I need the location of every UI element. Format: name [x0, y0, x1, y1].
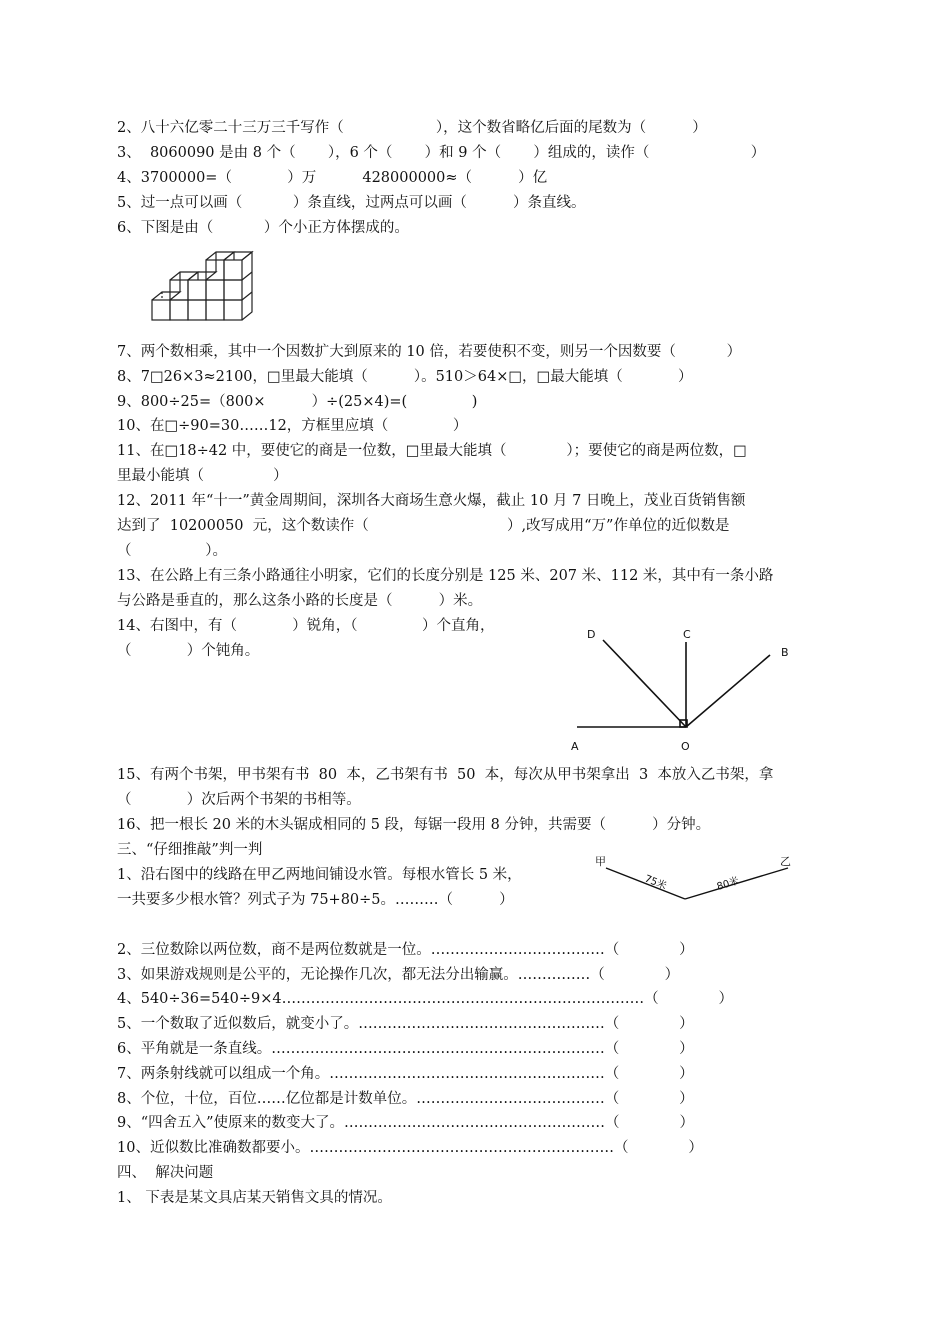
q2-fill-line: 2、八十六亿零二十三万三千写作（ ），这个数省略亿后面的尾数为（ ） — [117, 120, 707, 136]
judge-1-line-cont: 一共要多少根水管？列式子为 75+80÷5。………（ ） — [117, 892, 514, 908]
q14-fill-line-cont: （ ）个钝角。 — [117, 643, 260, 659]
q3-fill-line: 3、 8060090 是由 8 个（ ），6 个（ ）和 9 个（ ）组成的，读作（ ） — [117, 145, 766, 161]
q14-fill-line: 14、右图中，有（ ）锐角，（ ）个直角， — [117, 618, 495, 634]
judge-1-line: 1、沿右图中的线路在甲乙两地间铺设水管。每根水管长 5 米， — [117, 867, 522, 883]
judge-7-line: 7、两条射线就可以组成一个角。…………………………………………………（ ） — [117, 1066, 694, 1082]
q12-fill-line-cont: 达到了 10200050 元，这个数读作（ ）,改写成用“万”作单位的近似数是 — [117, 518, 730, 534]
route-label-jia: 甲 — [595, 855, 606, 868]
q12-fill-line: 12、2011 年“十一”黄金周期间，深圳各大商场生意火爆，截止 10 月 7 日晚上，茂业百货销售额 — [117, 493, 746, 509]
q7-fill-line: 7、两个数相乘，其中一个因数扩大到原来的 10 倍，若要使积不变，则另一个因数要（ ） — [117, 344, 742, 360]
route-label-yi: 乙 — [780, 855, 791, 868]
q6-fill-line: 6、下图是由（ ）个小正方体摆成的。 — [117, 220, 409, 236]
angle-label-c: C — [683, 628, 691, 641]
q9-fill-line: 9、800÷25=（800× ）÷(25×4)=( ) — [117, 394, 478, 410]
angle-label-a: A — [571, 740, 579, 753]
q12-fill-line-end: （ ）。 — [117, 543, 227, 559]
angle-label-d: D — [587, 628, 596, 641]
q5-fill-line: 5、过一点可以画（ ）条直线，过两点可以画（ ）条直线。 — [117, 195, 586, 211]
route-figure — [590, 850, 805, 908]
q8-fill-line: 8、7□26×3≈2100，□里最大能填（ ）。510＞64×□，□最大能填（ ） — [117, 369, 693, 385]
q11-fill-line-cont: 里最小能填（ ） — [117, 468, 288, 484]
judge-4-line: 4、540÷36=540÷9×4…………………………………………………………………（ ） — [117, 991, 733, 1007]
judge-2-line: 2、三位数除以两位数，商不是两位数就是一位。………………………………（ ） — [117, 942, 694, 958]
q15-fill-line: 15、有两个书架，甲书架有书 80 本，乙书架有书 50 本，每次从甲书架拿出 3 本放入乙书架，拿 — [117, 767, 774, 783]
section-4-heading: 四、 解决问题 — [117, 1165, 214, 1181]
q4-fill-line: 4、3700000=（ ）万 428000000≈（ ）亿 — [117, 170, 548, 186]
judge-5-line: 5、一个数取了近似数后，就变小了。……………………………………………（ ） — [117, 1016, 694, 1032]
q16-fill-line: 16、把一根长 20 米的木头锯成相同的 5 段，每锯一段用 8 分钟，共需要（ ）分钟。 — [117, 817, 711, 833]
q13-fill-line: 13、在公路上有三条小路通往小明家，它们的长度分别是 125 米、207 米、112 米，其中有一条小路 — [117, 568, 774, 584]
q13-fill-line-cont: 与公路是垂直的，那么这条小路的长度是（ ）米。 — [117, 593, 483, 609]
section-3-heading: 三、“仔细推敲”判一判 — [117, 842, 263, 858]
q15-fill-line-cont: （ ）次后两个书架的书相等。 — [117, 792, 361, 808]
judge-6-line: 6、平角就是一条直线。……………………………………………………………（ ） — [117, 1041, 694, 1057]
angle-label-o: O — [681, 740, 690, 753]
judge-3-line: 3、如果游戏规则是公平的，无论操作几次，都无法分出输赢。……………（ ） — [117, 967, 680, 983]
judge-8-line: 8、个位，十位，百位……亿位都是计数单位。…………………………………（ ） — [117, 1091, 694, 1107]
route-label-75m: 75米 — [642, 873, 669, 893]
q11-fill-line: 11、在□18÷42 中，要使它的商是一位数，□里最大能填（ ）；要使它的商是两位数，□ — [117, 443, 747, 459]
angle-label-b: B — [781, 646, 789, 659]
problem-1-line: 1、 下表是某文具店某天销售文具的情况。 — [117, 1190, 392, 1206]
route-label-80m: 80米 — [715, 875, 741, 893]
cube-stack-figure — [148, 242, 278, 328]
angle-figure — [565, 628, 810, 756]
judge-10-line: 10、近似数比准确数都要小。………………………………………………………（ ） — [117, 1140, 703, 1156]
judge-9-line: 9、“四舍五入”使原来的数变大了。………………………………………………（ ） — [117, 1115, 694, 1131]
q10-fill-line: 10、在□÷90=30……12，方框里应填（ ） — [117, 418, 468, 434]
